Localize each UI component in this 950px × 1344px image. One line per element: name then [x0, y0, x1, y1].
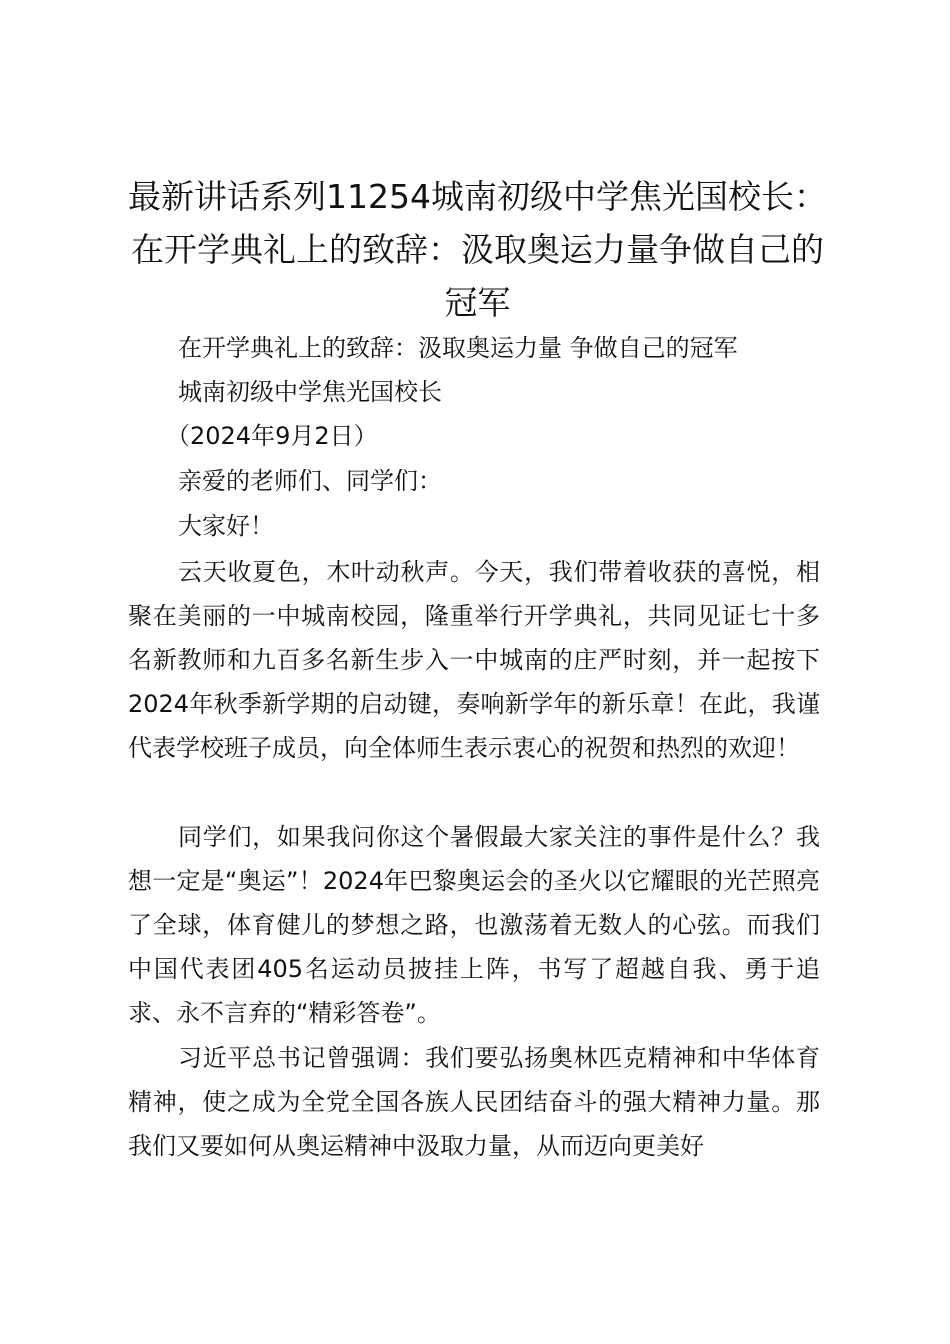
body-paragraph-2: 同学们，如果我问你这个暑假最大家关注的事件是什么？我想一定是“奥运”！2024年巴黎奥运会的圣火以它耀眼的光芒照亮了全球，体育健儿的梦想之路，也激荡着无数人的心弦。而我们中国代表团405名运动员披挂上阵，书写了超越自我、勇于追求、永不言弃的“精彩答卷”。 [128, 823, 820, 1027]
document-subtitle: 在开学典礼上的致辞：汲取奥运力量 争做自己的冠军 [178, 334, 738, 362]
salutation: 亲爱的老师们、同学们： [178, 467, 442, 495]
body-paragraph-1: 云天收夏色，木叶动秋声。今天，我们带着收获的喜悦，相聚在美丽的一中城南校园，隆重举行开学典礼，共同见证七十多名新教师和九百多名新生步入一中城南的庄严时刻，并一起按下2024年秋季新学期的启动键，奏响新学年的新乐章！在此，我谨代表学校班子成员，向全体师生表示衷心的祝贺和热烈的欢迎！ [128, 558, 820, 762]
document-author: 城南初级中学焦光国校长 [178, 378, 442, 406]
body-paragraph-3: 习近平总书记曾强调：我们要弘扬奥林匹克精神和中华体育精神，使之成为全党全国各族人民团结奋斗的强大精神力量。那我们又要如何从奥运精神中汲取力量，从而迈向更美好 [128, 1044, 820, 1160]
document-date: （2024年9月2日） [166, 422, 378, 450]
document-title: 最新讲话系列11254城南初级中学焦光国校长：在开学典礼上的致辞：汲取奥运力量争做自己的冠军 [128, 177, 827, 322]
greeting: 大家好！ [178, 512, 274, 540]
